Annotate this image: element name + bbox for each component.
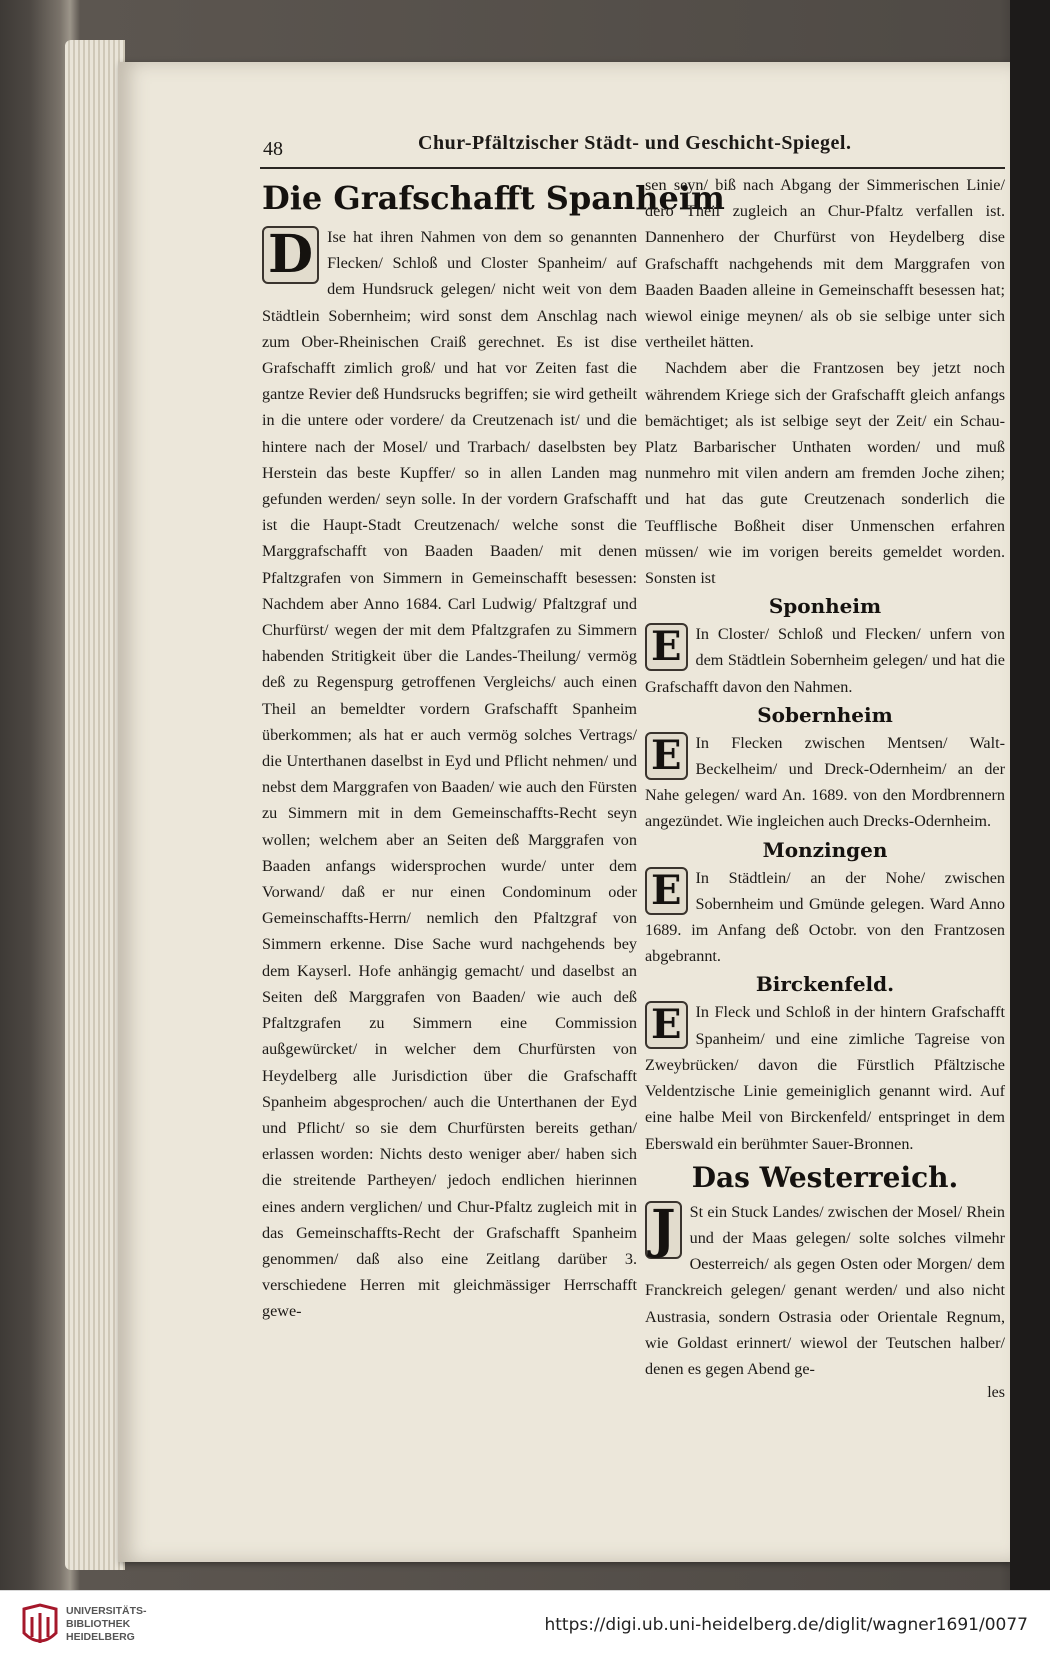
- paragraph-westerreich: [645, 1199, 1005, 1382]
- dropcap: J: [645, 1201, 682, 1259]
- paragraph-text: In Fleck und Schloß in der hintern Grafschafft Spanheim/ und eine zimliche Tagreise von Zweybrücken/ davon die Fürstlich Pfältzische Veldentzische Linie gemeiniglich genannt wird. Auf eine halbe Meil von Birckenfeld/ entspringet in dem Eberswald ein berühmter Sauer-Bronnen.: [645, 1003, 1005, 1153]
- dropcap: E: [645, 623, 688, 671]
- paragraph-birckenfeld: [645, 999, 1005, 1156]
- section-title-sobernheim: Sobernheim: [757, 702, 893, 727]
- university-logo-icon[interactable]: [20, 1603, 60, 1651]
- paragraph-continuation: sen seyn/ biß nach Abgang der Simmerischen Linie/ dero Theil zugleich an Chur-Pfaltz verfallen ist. Dannenhero der Churfürst von Heydelberg dise Grafschafft nachgehends mit dem Marggrafen von Baaden Baaden alleine in Gemeinschafft besessen hat; wiewol einige meynen/ als ob sie selbige unter sich vertheilet hätten.: [645, 176, 1005, 352]
- right-shadow: [1010, 0, 1050, 1590]
- left-column: [262, 172, 725, 1325]
- section-title-spanheim: Die Grafschafft Spanheim: [262, 179, 725, 217]
- footer-bar: [0, 1590, 1050, 1664]
- running-head: Chur-Pfältzischer Städt- und Geschicht-Spiegel.: [418, 132, 852, 154]
- section-title-monzingen: Monzingen: [762, 837, 888, 862]
- paragraph-sobernheim: [645, 730, 1005, 835]
- paragraph-text: In Flecken zwischen Mentsen/ Walt-Beckelheim/ und Dreck-Odernheim/ an der Nahe gelegen/ ward An. 1689. von den Mordbrennern angezündet. Wie ingleichen auch Drecks-Odernheim.: [645, 733, 1005, 831]
- section-title-westerreich: Das Westerreich.: [691, 1160, 959, 1194]
- section-title-birckenfeld: Birckenfeld.: [755, 972, 895, 997]
- library-name-line: BIBLIOTHEK: [66, 1618, 131, 1630]
- paragraph-monzingen: [645, 865, 1005, 970]
- dropcap: D: [262, 226, 319, 284]
- dropcap: E: [645, 867, 688, 915]
- paragraph-sponheim: [645, 621, 1005, 700]
- head-rule: [260, 167, 1005, 169]
- paragraph-text: In Städtlein/ an der Nohe/ zwischen Sobernheim und Gmünde gelegen. Ward Anno 1689. im Anfang deß Octobr. von den Frantzosen abgebrannt.: [645, 868, 1005, 966]
- dropcap: E: [645, 1001, 688, 1049]
- permalink-url[interactable]: https://digi.ub.uni-heidelberg.de/diglit/wagner1691/0077: [544, 1615, 1028, 1635]
- paragraph-frantzosen: Nachdem aber die Frantzosen bey jetzt noch währendem Kriege sich der Grafschafft gleich anfangs bemächtiget; als ist selbige seyt der Zeit/ ein Schau-Platz Barbarischer Unthaten worden/ und muß nunmehro mit vilen andern am fremden Joche zihen; und hat das gute Creutzenach sonderlich die Teufflische Boßheit diser Unmenschen erfahren müssen/ wie im vorigen bereits gemeldet worden. Sonsten ist: [645, 359, 1005, 588]
- page-number: 48: [263, 138, 283, 160]
- library-name-line: HEIDELBERG: [66, 1631, 135, 1643]
- paragraph-text: Ise hat ihren Nahmen von dem so genannten Flecken/ Schloß und Closter Spanheim/ auf dem Hundsruck gelegen/ nicht weit von dem Städtlein Sobernheim; wird sonst dem Anschlag nach zum Ober-Rheinischen Craiß gerechnet. Es ist dise Grafschafft zimlich groß/ und hat vor Zeiten fast die gantze Revier deß Hundsrucks begriffen; sie wird getheilt in die untere oder vordere/ da Creutzenach ist/ und die hintere nach der Mosel/ und Trarbach/ daselbsten bey Herstein das beste Kupffer/ so in allen Landen mag gefunden werden/ seyn solle. In der vordern Grafschafft ist die Haupt-Stadt Creutzenach/ welche sonst die Marggrafschafft von Baaden Baaden/ mit denen Pfaltzgrafen von Simmern in Gemeinschafft besessen: Nachdem aber Anno 1684. Carl Ludwig/ Pfaltzgraf und Churfürst/ wegen der mit dem Pfaltzgrafen zu Simmern habenden Stritigkeit über die Landes-Theilung/ vermög deß zu Regenspurg getroffenen Vergleichs/ auch einen Theil an bemeldter vordern Grafschafft Spanheim überkommen; als hat er auch vermög solches Vertrags/ die Unterthanen daselbst in Eyd und Pflicht nehmen/ und nebst dem Marggrafen von Baaden/ wie auch den Fürsten zu Simmern mit in dem Gemeinschaffts-Recht seyn wollen; welchem aber an Seiten deß Marggrafen von Baaden anfangs widersprochen wurde/ unter dem Vorwand/ daß er nur einen Condominum oder Gemeinschaffts-Herrn/ nemlich den Pfaltzgraf von Simmern erkenne. Dise Sache wurd nachgehends bey dem Kayserl. Hofe anhängig gemacht/ und daselbst an Seiten deß Marggrafen von Baaden/ wie auch deß Pfaltzgrafen zu Simmern eine Commission außgewürcket/ in welcher dem Churfürsten von Heydelberg alle Jurisdiction über die Grafschafft Spanheim abgesprochen/ auch die Unterthanen der Eyd und Pflicht/ so sie dem Churfürsten bereits gethan/ erlassen worden: Nichts desto weniger aber/ haben sich die streitende Partheyen/ jedoch endlichen hierinnen eines andern verglichen/ und Chur-Pfaltz zugleich mit in das Gemeinschaffts-Recht der Grafschafft Spanheim genommen/ daß also eine Zeitlang darüber 3. verschiedene Herren mit gleichmässiger Herrschafft gewe-: [262, 228, 637, 1321]
- paragraph-text: St ein Stuck Landes/ zwischen der Mosel/ Rhein und der Maas gelegen/ solte solches vilmehr Oesterreich/ als gegen Osten oder Morgen/ dem Franckreich gelegen/ genant werden/ und also nicht Austrasia, sondern Ostrasia oder Orientale Regnum, wie Goldast erinnert/ wiewol der Teutschen halber/ denen es gegen Abend ge-: [645, 1202, 1005, 1378]
- paragraph-spanheim: [262, 224, 637, 1325]
- section-title-sponheim: Sponheim: [768, 594, 882, 619]
- dropcap: E: [645, 732, 688, 780]
- right-column: [645, 172, 1005, 1404]
- library-name: [66, 1605, 147, 1644]
- catchword: les: [987, 1384, 1005, 1402]
- paragraph-text: In Closter/ Schloß und Flecken/ unfern von dem Städtlein Sobernheim gelegen/ und hat die Grafschafft davon den Nahmen.: [645, 625, 1005, 696]
- page-edges: [65, 40, 125, 1570]
- library-name-line: UNIVERSITÄTS-: [66, 1605, 147, 1617]
